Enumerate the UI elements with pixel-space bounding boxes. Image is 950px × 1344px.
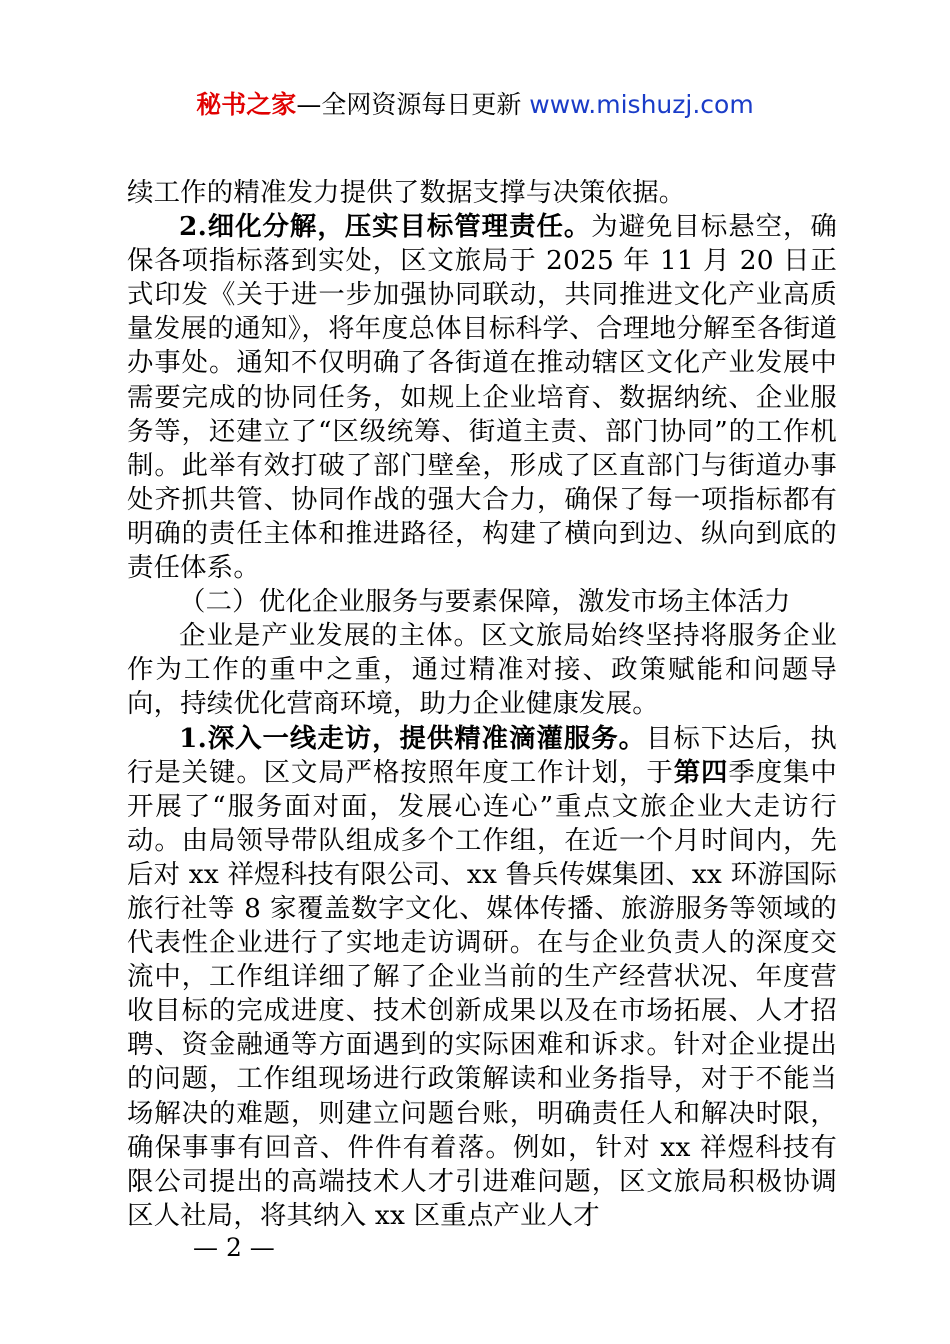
paragraph-field-visits [127,722,837,1233]
site-url[interactable]: www.mishuzj.com [529,90,754,119]
paragraph-lead: 2.细化分解，压实目标管理责任。 [179,211,592,243]
paragraph-continuation [127,176,837,210]
section-heading-text: （二）优化企业服务与要素保障，激发市场主体活力 [179,586,791,618]
page-number: — 2 — [193,1233,275,1262]
document-body [127,176,837,1233]
paragraph-text-before: 目标下达后，执行是关键。区文局严格按照年度工作计划，于 [127,722,837,788]
paragraph-text: 续工作的精准发力提供了数据支撑与决策依据。 [127,177,686,208]
site-brand: 秘书之家 [196,90,297,119]
paragraph-text: 为避免目标悬空，确保各项指标落到实处，区文旅局于 2025 年 11 月 20 日正式印发《关于进一步加强协同联动，共同推进文化产业高质量发展的通知》，将年度总体目标科学、合理地分解至各街道办事处。通知不仅明确了各街道在推动辖区文化产业发展中需要完成的协同任务，如规上企业培育、数据纳统、企业服务等，还建立了“区级统筹、街道主责、部门协同”的工作机制。此举有效打破了部门壁垒，形成了区直部门与街道办事处齐抓共管、协同作战的强大合力，确保了每一项指标都有明确的责任主体和推进路径，构建了横向到边、纵向到底的责任体系。 [127,211,837,584]
paragraph-enterprise-service [127,619,837,721]
site-tagline: —全网资源每日更新 [296,90,530,119]
paragraph-lead: 1.深入一线走访，提供精准滴灌服务。 [179,722,647,754]
paragraph-text: 企业是产业发展的主体。区文旅局始终坚持将服务企业作为工作的重中之重，通过精准对接、政策赋能和问题导向，持续优化营商环境，助力企业健康发展。 [127,620,837,720]
paragraph-text-after: 季度集中开展了“服务面对面，发展心连心”重点文旅企业大走访行动。由局领导带队组成多个工作组，在近一个月时间内，先后对 xx 祥煜科技有限公司、xx 鲁兵传媒集团、xx 环游国际旅行社等 8 家覆盖数字文化、媒体传播、旅游服务等领域的代表性企业进行了实地走访调研。在与企业负责人的深度交流中，工作组详细了解了企业当前的生产经营状况、年度营收目标的完成进度、技术创新成果以及在市场拓展、人才招聘、资金融通等方面遇到的实际困难和诉求。针对企业提出的问题，工作组现场进行政策解读和业务指导，对于不能当场解决的难题，则建立问题台账，明确责任人和解决时限，确保事事有回音、件件有着落。例如，针对 xx 祥煜科技有限公司提出的高端技术人才引进难问题，区文旅局积极协调区人社局，将其纳入 xx 区重点产业人才 [127,756,837,1231]
paragraph-bold-inline: 第四 [673,756,729,788]
site-header [0,86,950,124]
section-heading [127,585,837,619]
paragraph-target-decomposition [127,210,837,585]
